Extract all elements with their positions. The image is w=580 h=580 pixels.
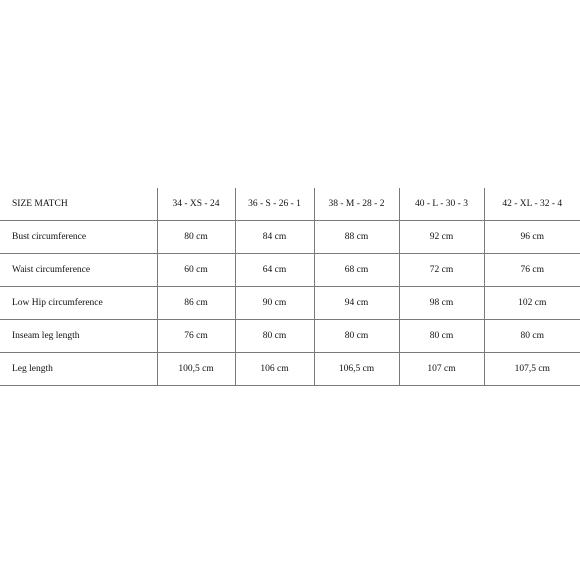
table-cell: 76 cm (157, 320, 235, 353)
table-cell: 68 cm (314, 254, 399, 287)
size-header-s: 36 - S - 26 - 1 (235, 188, 314, 221)
row-label-low-hip: Low Hip circumference (0, 287, 157, 320)
size-header-l: 40 - L - 30 - 3 (399, 188, 484, 221)
table-cell: 107,5 cm (484, 353, 580, 386)
table-cell: 102 cm (484, 287, 580, 320)
row-label-bust: Bust circumference (0, 221, 157, 254)
table-cell: 80 cm (399, 320, 484, 353)
table-cell: 80 cm (157, 221, 235, 254)
table-cell: 80 cm (314, 320, 399, 353)
table-cell: 84 cm (235, 221, 314, 254)
table-cell: 106 cm (235, 353, 314, 386)
table-row (0, 320, 580, 353)
table-header-row (0, 188, 580, 221)
size-match-heading: SIZE MATCH (12, 199, 68, 209)
table-row (0, 353, 580, 386)
table-cell: 86 cm (157, 287, 235, 320)
table-cell: 96 cm (484, 221, 580, 254)
size-header-m: 38 - M - 28 - 2 (314, 188, 399, 221)
table-cell: 64 cm (235, 254, 314, 287)
row-label-leg-length: Leg length (0, 353, 157, 386)
table-cell: 72 cm (399, 254, 484, 287)
table-cell: 98 cm (399, 287, 484, 320)
table-cell: 80 cm (484, 320, 580, 353)
size-header-xl: 42 - XL - 32 - 4 (484, 188, 580, 221)
size-chart-table (0, 188, 580, 386)
row-label-waist: Waist circumference (0, 254, 157, 287)
row-label-inseam: Inseam leg length (0, 320, 157, 353)
table-cell: 60 cm (157, 254, 235, 287)
table-row (0, 221, 580, 254)
table-cell: 94 cm (314, 287, 399, 320)
table-cell: 92 cm (399, 221, 484, 254)
table-cell: 90 cm (235, 287, 314, 320)
table-cell: 80 cm (235, 320, 314, 353)
table-cell: 88 cm (314, 221, 399, 254)
table-cell: 106,5 cm (314, 353, 399, 386)
table-cell: 107 cm (399, 353, 484, 386)
size-header-xs: 34 - XS - 24 (157, 188, 235, 221)
table-cell: 76 cm (484, 254, 580, 287)
table-row (0, 287, 580, 320)
table-cell: 100,5 cm (157, 353, 235, 386)
table-row (0, 254, 580, 287)
